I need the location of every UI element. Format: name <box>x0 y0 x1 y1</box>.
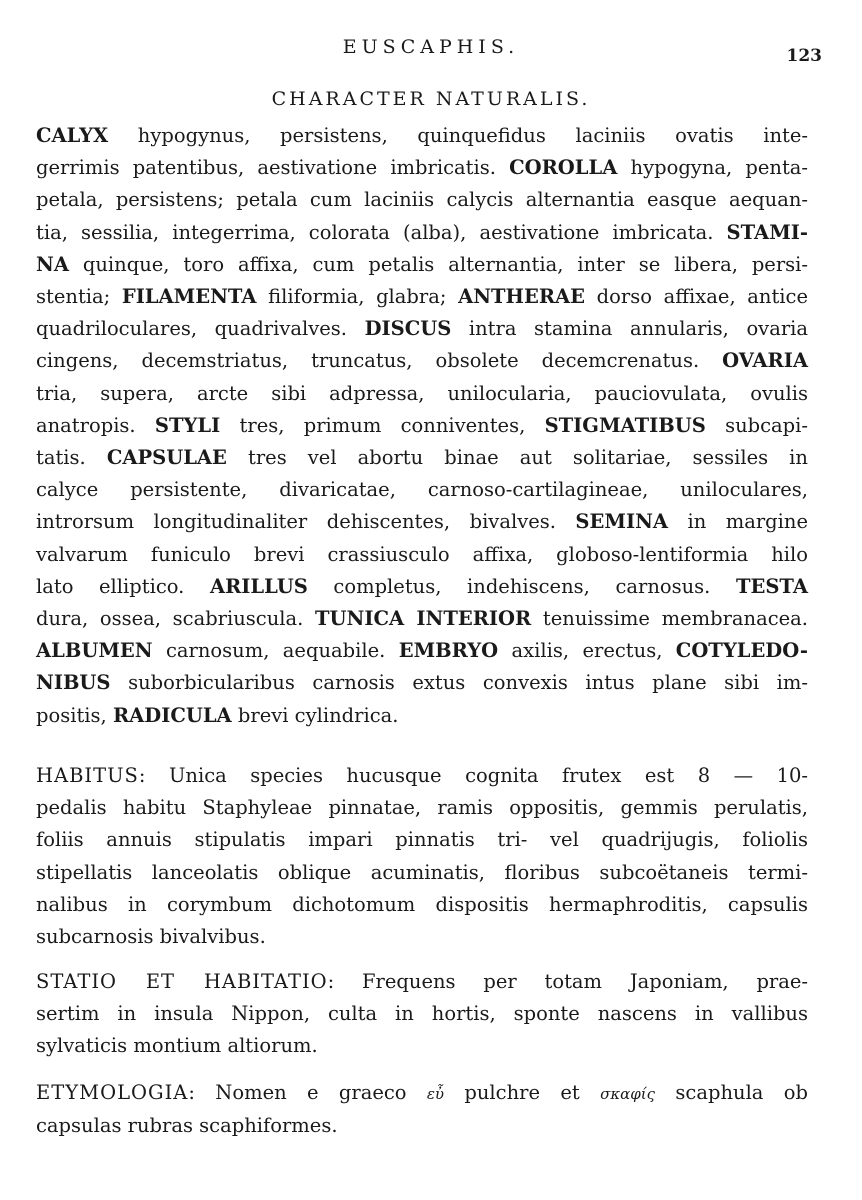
text-line <box>36 966 808 998</box>
term-stigmatibus: STIGMATIBUS <box>544 413 706 437</box>
text-line <box>36 889 808 921</box>
text-line <box>36 603 808 635</box>
greek-word: σκαφίς <box>600 1085 656 1103</box>
text-run: brevi cylindrica. <box>231 703 399 727</box>
text-line <box>36 792 808 824</box>
text-run: intra stamina annularis, ovaria <box>451 317 809 341</box>
text-run: sertim in insula Nippon, culta in hortis, sponte nascens in vallibus <box>36 1002 808 1026</box>
text-run: petala, persistens; petala cum laciniis calycis alternantia easque aequan- <box>36 188 808 212</box>
text-line <box>36 760 808 792</box>
term-albumen: ALBUMEN <box>36 639 153 663</box>
term-styli: STYLI <box>154 413 221 437</box>
text-run: lato elliptico. <box>36 574 210 598</box>
habitus-paragraph <box>36 760 808 953</box>
term-stamina-cont: NA <box>36 252 69 276</box>
text-run: pedalis habitu Staphyleae pinnatae, ramis oppositis, gemmis perulatis, <box>36 796 808 820</box>
term-embryo: EMBRYO <box>398 639 499 663</box>
text-run: quinque, toro affixa, cum petalis alternantia, inter se libera, persi- <box>68 252 808 276</box>
term-radicula: RADICULA <box>112 703 232 727</box>
text-line <box>36 857 808 889</box>
text-run: cingens, decemstriatus, truncatus, obsolete decemcrenatus. <box>36 349 723 373</box>
running-head: EUSCAPHIS. <box>342 36 520 58</box>
text-line <box>36 635 808 667</box>
text-run: tres vel abortu binae aut solitariae, sessiles in <box>226 446 808 470</box>
text-run: calyce persistente, divaricatae, carnoso-cartilagineae, uniloculares, <box>36 478 808 502</box>
text-run: dura, ossea, scabriuscula. <box>36 607 316 631</box>
text-line <box>36 1110 808 1142</box>
text-run: subcarnosis bivalvibus. <box>36 925 266 949</box>
text-run: nalibus in corymbum dichotomum dispositis hermaphroditis, capsulis <box>36 892 808 916</box>
text-line <box>36 700 808 732</box>
text-line <box>36 571 808 603</box>
label-habitus: HABITUS <box>36 764 139 787</box>
text-line <box>36 217 808 249</box>
text-run: : Unica species hucusque cognita frutex est 8 — 10- <box>138 764 808 787</box>
text-run: tres, primum conniventes, <box>220 413 545 437</box>
text-line <box>36 120 808 152</box>
term-discus: DISCUS <box>364 317 452 341</box>
label-statio: STATIO ET HABITATIO <box>36 970 328 993</box>
text-run: dorso affixae, antice <box>585 285 808 309</box>
page-number: 123 <box>786 46 822 66</box>
term-ovaria: OVARIA <box>722 349 808 373</box>
section-heading: CHARACTER NATURALIS. <box>271 88 591 110</box>
etymologia-paragraph <box>36 1077 808 1142</box>
term-calyx: CALYX <box>36 124 109 147</box>
text-line <box>36 474 808 506</box>
term-antherae: ANTHERAE <box>458 285 586 309</box>
text-line <box>36 998 808 1030</box>
term-stamina: STAMI- <box>726 220 808 244</box>
text-line <box>36 184 808 216</box>
term-filamenta: FILAMENTA <box>121 285 257 309</box>
text-line <box>36 506 808 538</box>
statio-paragraph <box>36 966 808 1063</box>
term-tunica-interior: TUNICA INTERIOR <box>315 607 532 631</box>
text-line <box>36 667 808 699</box>
text-run: scaphula ob <box>655 1081 808 1104</box>
text-run: valvarum funiculo brevi crassiusculo affixa, globoso-lentiformia hilo <box>36 542 808 566</box>
text-run: pulchre et <box>444 1081 601 1104</box>
text-line <box>36 410 808 442</box>
text-line <box>36 539 808 571</box>
text-line <box>36 313 808 345</box>
text-line <box>36 1030 808 1062</box>
term-capsulae: CAPSULAE <box>106 446 227 470</box>
term-arillus: ARILLUS <box>209 574 308 598</box>
text-run: foliis annuis stipulatis impari pinnatis tri- vel quadrijugis, foliolis <box>36 828 808 852</box>
text-run: tria, supera, arcte sibi adpressa, unilocularia, pauciovulata, ovulis <box>36 381 808 405</box>
text-run: stipellatis lanceolatis oblique acuminatis, floribus subcoëtaneis termi- <box>36 860 808 884</box>
text-line <box>36 249 808 281</box>
term-testa: TESTA <box>735 574 808 598</box>
label-etymologia: ETYMOLOGIA <box>36 1081 189 1104</box>
text-run: capsulas rubras scaphiformes. <box>36 1114 338 1138</box>
text-run: carnosum, aequabile. <box>152 639 399 663</box>
text-run: in margine <box>668 510 808 534</box>
text-run: completus, indehiscens, carnosus. <box>307 574 736 598</box>
text-line <box>36 824 808 856</box>
text-line <box>36 281 808 313</box>
text-run: stentia; <box>36 285 122 309</box>
text-run: gerrimis patentibus, aestivatione imbricatis. <box>36 156 510 180</box>
character-paragraph <box>36 120 808 732</box>
text-run: suborbicularibus carnosis extus convexis intus plane sibi im- <box>110 671 808 695</box>
text-run: subcapi- <box>705 413 808 437</box>
text-line <box>36 378 808 410</box>
term-cotyledonibus: COTYLEDO- <box>675 639 809 663</box>
term-cotyledonibus-cont: NIBUS <box>36 671 111 695</box>
text-run: sylvaticis montium altiorum. <box>36 1034 318 1058</box>
text-run: quadriloculares, quadrivalves. <box>36 317 365 341</box>
greek-word: εὖ <box>426 1085 445 1103</box>
text-run: positis, <box>36 703 113 727</box>
text-line <box>36 152 808 184</box>
text-line <box>36 442 808 474</box>
term-semina: SEMINA <box>575 510 669 534</box>
text-run: introrsum longitudinaliter dehiscentes, bivalves. <box>36 510 576 534</box>
term-corolla: COROLLA <box>509 156 618 180</box>
text-run: tenuissime membranacea. <box>531 607 808 631</box>
text-run: : Nomen e graeco <box>188 1081 427 1104</box>
text-run: tatis. <box>36 446 107 470</box>
text-run: axilis, erectus, <box>498 639 676 663</box>
text-run: tia, sessilia, integerrima, colorata (alba), aestivatione imbricata. <box>36 220 727 244</box>
text-run: : Frequens per totam Japoniam, prae- <box>327 970 808 993</box>
text-run: hypogyna, penta- <box>617 156 809 180</box>
text-line <box>36 1077 808 1110</box>
text-run: anatropis. <box>36 413 155 437</box>
text-line <box>36 345 808 377</box>
text-run: hypogynus, persistens, quinquefidus laciniis ovatis inte- <box>108 124 808 147</box>
text-run: filiformia, glabra; <box>256 285 459 309</box>
text-line <box>36 921 808 953</box>
